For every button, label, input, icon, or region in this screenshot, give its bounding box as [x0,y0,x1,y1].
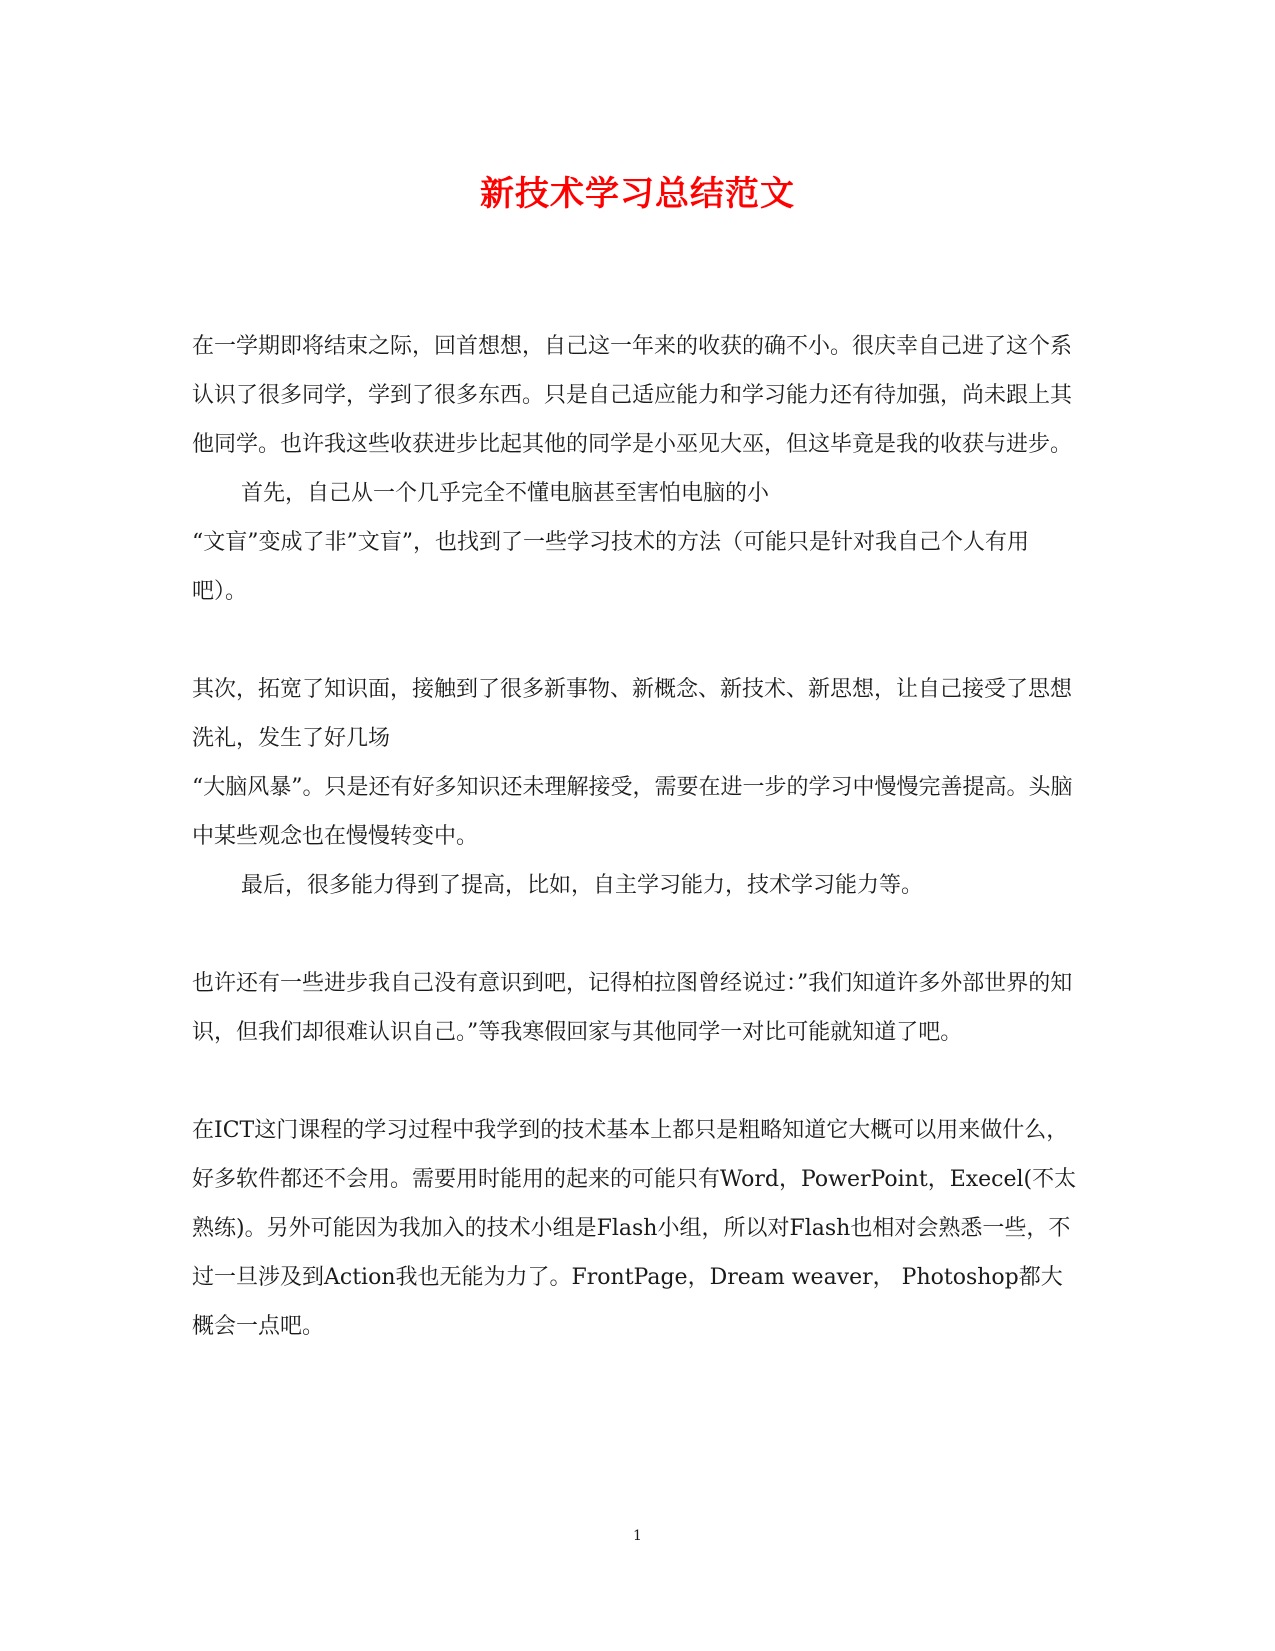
paragraph-plato-quote: 也许还有一些进步我自己没有意识到吧，记得柏拉图曾经说过：”我们知道许多外部世界的知识，但我们却很难认识自己。”等我寒假回家与其他同学一对比可能就知道了吧。 [192,971,1073,1045]
document-title: 新技术学习总结范文 [480,174,795,214]
document-body [192,322,1080,1351]
paragraph-ict-course: 在ICT这门课程的学习过程中我学到的技术基本上都只是粗略知道它大概可以用来做什么，好多软件都还不会用。需要用时能用的起来的可能只有Word，PowerPoint，Execel(不太熟练)。另外可能因为我加入的技术小组是Flash小组，所以对Flash也相对会熟悉一些，不过一旦涉及到Action我也无能为力了。FrontPage，Dream weaver， Photoshop都大概会一点吧。 [192,1118,1077,1339]
paragraph-second-point: 其次，拓宽了知识面，接触到了很多新事物、新概念、新技术、新思想，让自己接受了思想洗礼，发生了好几场 [192,677,1073,751]
page-number: 1 [633,1528,642,1544]
paragraph-first-point-continued: “文盲”变成了非”文盲”，也找到了一些学习技术的方法（可能只是针对我自己个人有用吧）。 [192,530,1029,604]
paragraph-last-point: 最后，很多能力得到了提高，比如，自主学习能力，技术学习能力等。 [241,873,924,898]
paragraph-second-point-continued: “大脑风暴”。只是还有好多知识还未理解接受，需要在进一步的学习中慢慢完善提高。头脑中某些观念也在慢慢转变中。 [192,775,1073,849]
paragraph-intro: 在一学期即将结束之际，回首想想，自己这一年来的收获的确不小。很庆幸自己进了这个系认识了很多同学，学到了很多东西。只是自己适应能力和学习能力还有待加强，尚未跟上其他同学。也许我这些收获进步比起其他的同学是小巫见大巫，但这毕竟是我的收获与进步。 [192,334,1073,457]
paragraph-first-point: 首先，自己从一个几乎完全不懂电脑甚至害怕电脑的小 [241,481,770,506]
